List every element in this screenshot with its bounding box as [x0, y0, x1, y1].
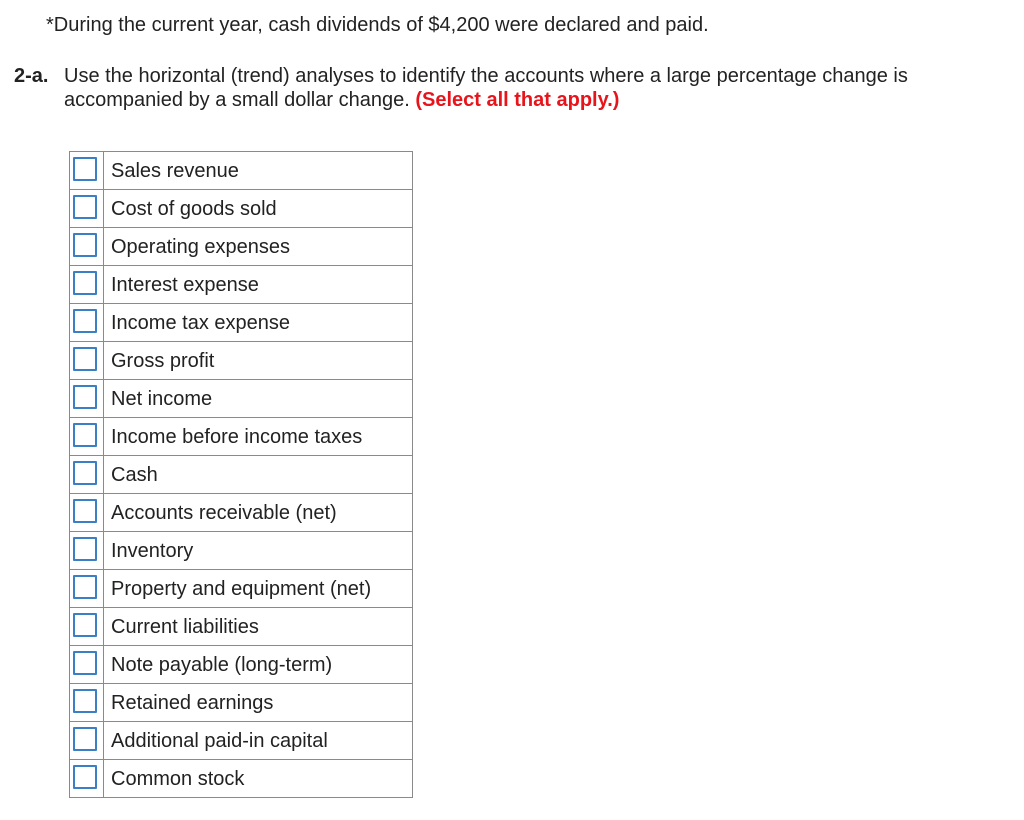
checkbox-interest-expense[interactable]	[73, 271, 97, 295]
cell-divider	[103, 190, 104, 227]
option-row-accounts-receivable	[70, 494, 412, 532]
option-row-property-and-equipment	[70, 570, 412, 608]
cell-divider	[103, 760, 104, 797]
checkbox-note-payable[interactable]	[73, 651, 97, 675]
question-text	[64, 64, 1004, 112]
select-all-instruction: (Select all that apply.)	[415, 89, 620, 111]
option-row-income-tax-expense	[70, 304, 412, 342]
option-row-income-before-income-taxes	[70, 418, 412, 456]
option-row-retained-earnings	[70, 684, 412, 722]
question-text-line1: Use the horizontal (trend) analyses to identify the accounts where a large percentage change is	[64, 65, 908, 87]
cell-divider	[103, 570, 104, 607]
option-label-income-before-income-taxes: Income before income taxes	[111, 426, 363, 448]
option-row-cash	[70, 456, 412, 494]
checkbox-gross-profit[interactable]	[73, 347, 97, 371]
cell-divider	[103, 266, 104, 303]
option-label-common-stock: Common stock	[111, 768, 245, 790]
option-label-operating-expenses: Operating expenses	[111, 236, 291, 258]
question-number: 2-a.	[14, 65, 49, 87]
option-label-net-income: Net income	[111, 388, 213, 410]
checkbox-cost-of-goods-sold[interactable]	[73, 195, 97, 219]
option-row-current-liabilities	[70, 608, 412, 646]
option-row-cost-of-goods-sold	[70, 190, 412, 228]
option-label-accounts-receivable: Accounts receivable (net)	[111, 502, 337, 524]
cell-divider	[103, 152, 104, 189]
cell-divider	[103, 418, 104, 455]
cell-divider	[103, 342, 104, 379]
option-row-net-income	[70, 380, 412, 418]
checkbox-sales-revenue[interactable]	[73, 157, 97, 181]
cell-divider	[103, 380, 104, 417]
question-text-line2: accompanied by a small dollar change.	[64, 89, 410, 111]
checkbox-additional-paid-in-capital[interactable]	[73, 727, 97, 751]
checkbox-current-liabilities[interactable]	[73, 613, 97, 637]
cell-divider	[103, 228, 104, 265]
option-label-additional-paid-in-capital: Additional paid-in capital	[111, 730, 328, 752]
option-row-operating-expenses	[70, 228, 412, 266]
option-label-cost-of-goods-sold: Cost of goods sold	[111, 198, 277, 220]
checkbox-income-before-income-taxes[interactable]	[73, 423, 97, 447]
cell-divider	[103, 646, 104, 683]
option-row-inventory	[70, 532, 412, 570]
cell-divider	[103, 608, 104, 645]
cell-divider	[103, 304, 104, 341]
option-label-gross-profit: Gross profit	[111, 350, 215, 372]
option-row-gross-profit	[70, 342, 412, 380]
cell-divider	[103, 532, 104, 569]
option-label-interest-expense: Interest expense	[111, 274, 259, 296]
option-label-current-liabilities: Current liabilities	[111, 616, 259, 638]
option-label-sales-revenue: Sales revenue	[111, 160, 239, 182]
option-label-note-payable: Note payable (long-term)	[111, 654, 333, 676]
cell-divider	[103, 722, 104, 759]
option-label-income-tax-expense: Income tax expense	[111, 312, 290, 334]
answer-options-table	[69, 151, 413, 798]
cell-divider	[103, 494, 104, 531]
option-row-sales-revenue	[70, 152, 412, 190]
checkbox-retained-earnings[interactable]	[73, 689, 97, 713]
dividends-note: *During the current year, cash dividends of $4,200 were declared and paid.	[46, 14, 709, 36]
option-row-note-payable	[70, 646, 412, 684]
option-row-interest-expense	[70, 266, 412, 304]
checkbox-common-stock[interactable]	[73, 765, 97, 789]
checkbox-property-and-equipment[interactable]	[73, 575, 97, 599]
cell-divider	[103, 456, 104, 493]
option-label-property-and-equipment: Property and equipment (net)	[111, 578, 372, 600]
checkbox-operating-expenses[interactable]	[73, 233, 97, 257]
option-label-inventory: Inventory	[111, 540, 194, 562]
checkbox-cash[interactable]	[73, 461, 97, 485]
checkbox-inventory[interactable]	[73, 537, 97, 561]
option-label-retained-earnings: Retained earnings	[111, 692, 274, 714]
checkbox-accounts-receivable[interactable]	[73, 499, 97, 523]
option-label-cash: Cash	[111, 464, 158, 486]
checkbox-income-tax-expense[interactable]	[73, 309, 97, 333]
option-row-additional-paid-in-capital	[70, 722, 412, 760]
checkbox-net-income[interactable]	[73, 385, 97, 409]
cell-divider	[103, 684, 104, 721]
option-row-common-stock	[70, 760, 412, 798]
